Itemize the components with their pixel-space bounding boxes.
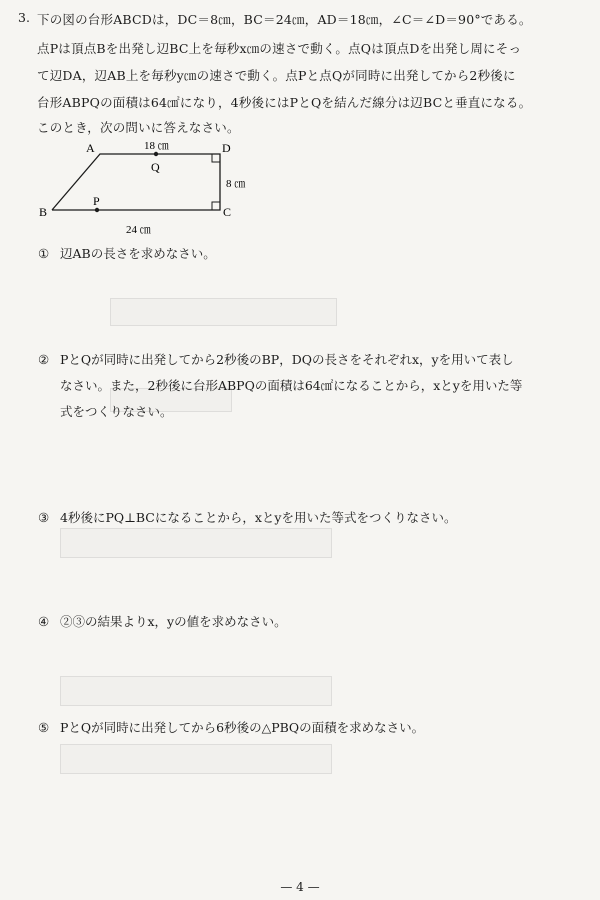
intro-line-4: 台形ABPQの面積は64㎠になり，4秒後にはPとQを結んだ線分は辺BCと垂直になる。 [37, 95, 532, 110]
right-angle-mark-c [212, 202, 220, 210]
intro-line-5: このとき，次の問いに答えなさい。 [37, 120, 240, 135]
trapezoid-figure [30, 138, 260, 238]
length-ad-label: 18 ㎝ [144, 140, 169, 152]
trapezoid-outline [52, 154, 220, 210]
label-b: B [39, 205, 48, 219]
question-text: ②③の結果よりx，yの値を求めなさい。 [60, 614, 287, 629]
label-q: Q [151, 160, 160, 174]
point-p [95, 208, 99, 212]
bleed-through-box [60, 528, 332, 558]
question-text: なさい。また，2秒後に台形ABPQの面積は64㎠になることから，xとyを用いた等 [60, 378, 523, 393]
question-2-line-2 [60, 376, 522, 394]
question-2 [38, 350, 514, 368]
page-number: — 4 — [280, 880, 320, 894]
label-p: P [93, 194, 100, 208]
right-angle-mark-d [212, 154, 220, 162]
question-text: 辺ABの長さを求めなさい。 [60, 246, 216, 261]
problem-number: 3. [18, 10, 30, 25]
question-5 [38, 718, 424, 736]
question-number: ① [38, 246, 50, 261]
question-3 [38, 508, 456, 526]
intro-line-1: 下の図の台形ABCDは，DC＝8㎝，BC＝24㎝，AD＝18㎝，∠C＝∠D＝90°である。 [37, 12, 532, 27]
question-text: PとQが同時に出発してから2秒後のBP，DQの長さをそれぞれx，yを用いて表し [60, 352, 514, 367]
question-2-line-3 [60, 402, 173, 420]
question-4 [38, 612, 287, 630]
label-a: A [86, 141, 95, 155]
point-q [154, 152, 158, 156]
length-bc-label: 24 ㎝ [126, 224, 151, 236]
question-text: 式をつくりなさい。 [60, 404, 173, 419]
question-number: ④ [38, 614, 50, 629]
bleed-through-box [110, 298, 337, 326]
question-text: 4秒後にPQ⊥BCになることから，xとyを用いた等式をつくりなさい。 [60, 510, 457, 525]
question-1 [38, 244, 216, 262]
intro-line-2: 点Pは頂点Bを出発し辺BC上を毎秒x㎝の速さで動く。点Qは頂点Dを出発し周にそっ [37, 41, 522, 56]
bleed-through-box [60, 676, 332, 706]
question-number: ⑤ [38, 720, 50, 735]
intro-line-3: て辺DA，辺AB上を毎秒y㎝の速さで動く。点Pと点Qが同時に出発してから2秒後に [37, 68, 516, 83]
length-dc-label: 8 ㎝ [226, 178, 246, 190]
question-number: ③ [38, 510, 50, 525]
label-c: C [223, 205, 232, 219]
question-text: PとQが同時に出発してから6秒後の△PBQの面積を求めなさい。 [60, 720, 425, 735]
bleed-through-box [60, 744, 332, 774]
question-number: ② [38, 352, 50, 367]
label-d: D [222, 141, 231, 155]
